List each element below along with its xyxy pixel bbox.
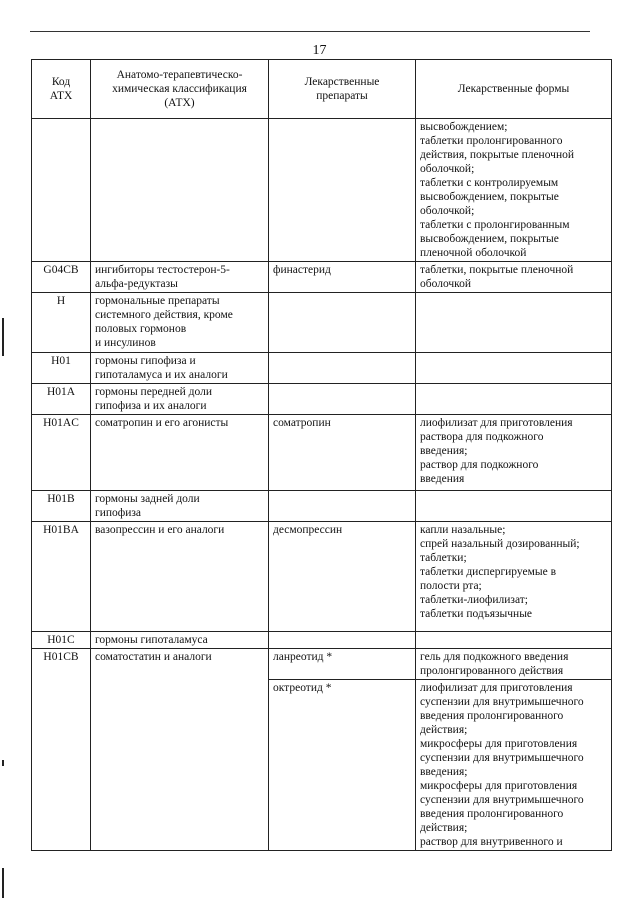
- dosage-forms-cell: [416, 522, 612, 632]
- atc-name-cell: [91, 632, 269, 649]
- atc-name-cell: [91, 415, 269, 491]
- cell-line: и инсулинов: [95, 337, 156, 349]
- atc-name-cell: [91, 649, 269, 851]
- cell-line: Анатомо-терапевтическо-: [116, 69, 243, 81]
- table-row: [32, 384, 612, 415]
- cell-line: гормоны задней доли: [95, 493, 200, 505]
- atc-code-cell: H01CB: [32, 649, 91, 851]
- cell-line: раствора для подкожного: [420, 431, 544, 443]
- cell-line: суспензии для внутримышечного: [420, 794, 584, 806]
- atc-name-cell: [91, 491, 269, 522]
- cell-line: введения: [420, 473, 465, 485]
- scan-artifact: [2, 760, 4, 766]
- dosage-forms-cell: [416, 680, 612, 851]
- table-header-row: [32, 60, 612, 119]
- atc-code-cell: G04CB: [32, 262, 91, 293]
- atc-name-cell: [91, 293, 269, 353]
- atc-code-cell: [32, 119, 91, 262]
- cell-line: пленочной оболочкой: [420, 247, 527, 259]
- atc-code-cell: H: [32, 293, 91, 353]
- header-atc: [91, 60, 269, 119]
- table-row: [32, 415, 612, 491]
- dosage-forms-cell: [416, 415, 612, 491]
- cell-line: оболочкой;: [420, 163, 475, 175]
- table-row: [32, 262, 612, 293]
- cell-line: пролонгированного действия: [420, 665, 564, 677]
- cell-line: (АТХ): [164, 97, 195, 109]
- atc-code-cell: H01: [32, 353, 91, 384]
- drug-cell: [269, 491, 416, 522]
- dosage-forms-cell: [416, 632, 612, 649]
- cell-line: оболочкой: [420, 278, 472, 290]
- drug-cell: [269, 353, 416, 384]
- cell-line: таблетки;: [420, 552, 467, 564]
- cell-line: ланреотид *: [273, 651, 333, 663]
- table-body: [32, 119, 612, 851]
- cell-line: таблетки пролонгированного: [420, 135, 563, 147]
- dosage-forms-cell: [416, 293, 612, 353]
- cell-line: половых гормонов: [95, 323, 187, 335]
- table-row: [32, 293, 612, 353]
- cell-line: высвобождением;: [420, 121, 508, 133]
- atc-name-cell: [91, 353, 269, 384]
- atc-name-cell: [91, 262, 269, 293]
- cell-line: препараты: [316, 90, 368, 102]
- drug-cell: [269, 415, 416, 491]
- cell-line: гипоталамуса и их аналоги: [95, 369, 228, 381]
- medication-table: [31, 59, 612, 851]
- table-row: [32, 649, 612, 680]
- cell-line: системного действия, кроме: [95, 309, 233, 321]
- dosage-forms-cell: [416, 384, 612, 415]
- page-number: 17: [312, 43, 327, 58]
- cell-line: Лекарственные формы: [457, 83, 570, 95]
- dosage-forms-cell: [416, 649, 612, 680]
- cell-line: лиофилизат для приготовления: [420, 417, 573, 429]
- cell-line: ингибиторы тестостерон-5-: [95, 264, 230, 276]
- atc-name-cell: [91, 119, 269, 262]
- cell-line: спрей назальный дозированный;: [420, 538, 580, 550]
- cell-line: введения;: [420, 445, 468, 457]
- cell-line: гель для подкожного введения: [420, 651, 569, 663]
- dosage-forms-cell: [416, 119, 612, 262]
- scan-artifact: [2, 868, 4, 898]
- cell-line: вазопрессин и его аналоги: [95, 524, 225, 536]
- cell-line: Лекарственные: [304, 76, 380, 88]
- table-row: [32, 491, 612, 522]
- cell-line: лиофилизат для приготовления: [420, 682, 573, 694]
- cell-line: октреотид *: [273, 682, 332, 694]
- atc-name-cell: [91, 522, 269, 632]
- drug-cell: [269, 522, 416, 632]
- drug-cell: [269, 632, 416, 649]
- cell-line: полости рта;: [420, 580, 482, 592]
- cell-line: соматропин и его агонисты: [95, 417, 229, 429]
- scan-artifact: [2, 318, 4, 356]
- cell-line: соматропин: [273, 417, 331, 429]
- drug-cell: [269, 293, 416, 353]
- cell-line: таблетки-лиофилизат;: [420, 594, 528, 606]
- cell-line: капли назальные;: [420, 524, 506, 536]
- atc-code-cell: H01BA: [32, 522, 91, 632]
- table-row: [32, 119, 612, 262]
- cell-line: введения;: [420, 766, 468, 778]
- header-rule: [30, 31, 590, 32]
- cell-line: высвобождением, покрытые: [420, 233, 559, 245]
- cell-line: суспензии для внутримышечного: [420, 752, 584, 764]
- drug-cell: [269, 680, 416, 851]
- cell-line: введения пролонгированного: [420, 710, 564, 722]
- cell-line: десмопрессин: [273, 524, 343, 536]
- dosage-forms-cell: [416, 491, 612, 522]
- cell-line: таблетки подъязычные: [420, 608, 533, 620]
- cell-line: таблетки с контролируемым: [420, 177, 559, 189]
- atc-code-cell: H01B: [32, 491, 91, 522]
- cell-line: таблетки с пролонгированным: [420, 219, 570, 231]
- header-drugs: [269, 60, 416, 119]
- cell-line: таблетки диспергируемые в: [420, 566, 557, 578]
- cell-line: гипофиза: [95, 507, 142, 519]
- drug-cell: [269, 119, 416, 262]
- table-row: [32, 632, 612, 649]
- cell-line: финастерид: [273, 264, 331, 276]
- cell-line: таблетки, покрытые пленочной: [420, 264, 574, 276]
- cell-line: Код: [51, 76, 71, 88]
- table-row: [32, 353, 612, 384]
- cell-line: альфа-редуктазы: [95, 278, 178, 290]
- cell-line: гипофиза и их аналоги: [95, 400, 207, 412]
- cell-line: микросферы для приготовления: [420, 780, 578, 792]
- cell-line: введения пролонгированного: [420, 808, 564, 820]
- cell-line: АТХ: [49, 90, 73, 102]
- cell-line: суспензии для внутримышечного: [420, 696, 584, 708]
- header-forms: [416, 60, 612, 119]
- cell-line: раствор для внутривенного и: [420, 836, 563, 848]
- cell-line: гормоны гипоталамуса: [95, 634, 208, 646]
- cell-line: действия;: [420, 724, 468, 736]
- cell-line: химическая классификация: [112, 83, 247, 95]
- table-row: [32, 522, 612, 632]
- atc-code-cell: H01C: [32, 632, 91, 649]
- cell-line: действия, покрытые пленочной: [420, 149, 575, 161]
- cell-line: высвобождением, покрытые: [420, 191, 559, 203]
- cell-line: действия;: [420, 822, 468, 834]
- drug-cell: [269, 262, 416, 293]
- cell-line: раствор для подкожного: [420, 459, 539, 471]
- atc-code-cell: H01AC: [32, 415, 91, 491]
- atc-name-cell: [91, 384, 269, 415]
- cell-line: микросферы для приготовления: [420, 738, 578, 750]
- dosage-forms-cell: [416, 353, 612, 384]
- cell-line: гормоны передней доли: [95, 386, 212, 398]
- drug-cell: [269, 649, 416, 680]
- cell-line: оболочкой;: [420, 205, 475, 217]
- cell-line: гормональные препараты: [95, 295, 220, 307]
- cell-line: соматостатин и аналоги: [95, 651, 212, 663]
- atc-code-cell: H01A: [32, 384, 91, 415]
- drug-cell: [269, 384, 416, 415]
- dosage-forms-cell: [416, 262, 612, 293]
- header-code: [32, 60, 91, 119]
- cell-line: гормоны гипофиза и: [95, 355, 196, 367]
